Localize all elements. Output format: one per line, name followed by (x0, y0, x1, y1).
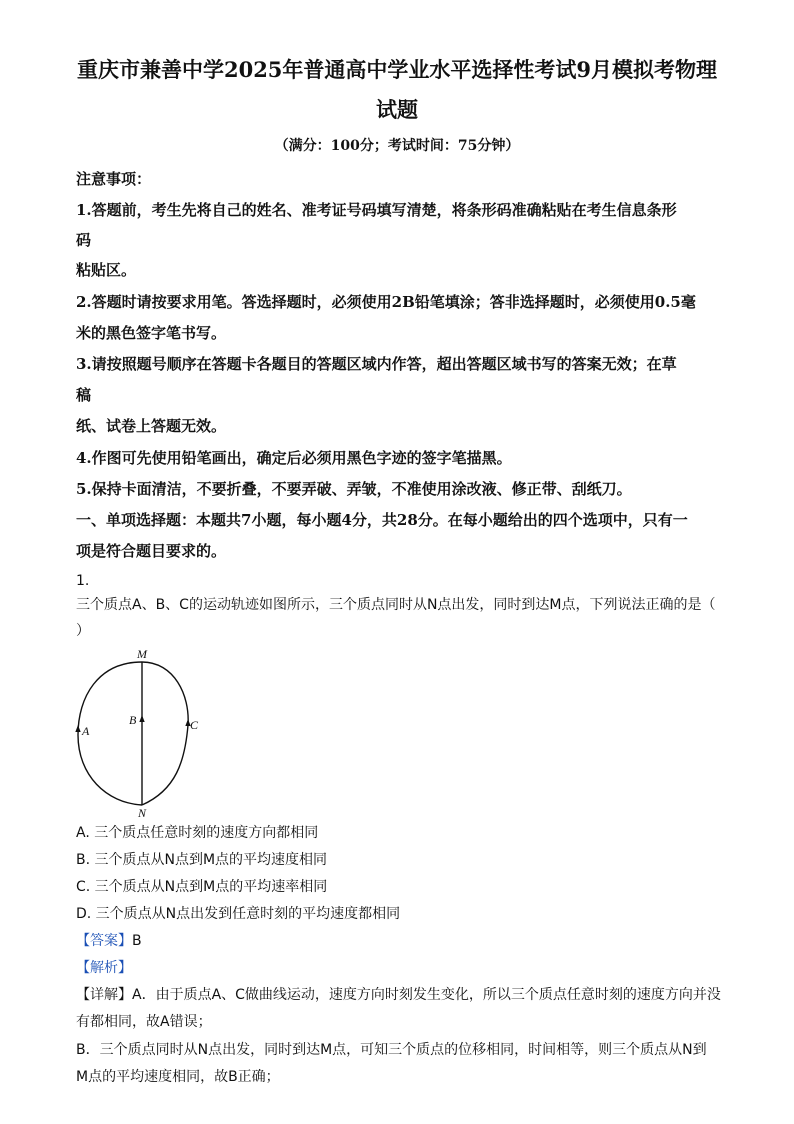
detail-tag: 【详解】 (76, 987, 132, 1003)
notice-line: 米的黑色签字笔书写。 (76, 324, 227, 342)
trajectory-path-c (142, 662, 188, 805)
detail-text-1: A．由于质点A、C做曲线运动，速度方向时刻发生变化，所以三个质点任意时刻的速度方向并没 (132, 987, 721, 1003)
option-d: D. 三个质点从N点出发到任意时刻的平均速度都相同 (76, 906, 401, 922)
detail-line2: 有都相同，故A错误； (76, 1014, 212, 1030)
detail-line4: M点的平均速度相同，故B正确； (76, 1069, 280, 1085)
question-number: 1. (76, 573, 90, 589)
question-stem-line2: ） (76, 623, 90, 639)
answer-value: B (132, 933, 142, 949)
notice-line: 1.答题前，考生先将自己的姓名、准考证号码填写清楚，将条形码准确粘贴在考生信息条形 (76, 201, 677, 219)
notice-line: 4.作图可先使用铅笔画出，确定后必须用黑色字迹的签字笔描黑。 (76, 449, 512, 467)
option-a: A. 三个质点任意时刻的速度方向都相同 (76, 825, 319, 841)
question-stem-line1: 三个质点A、B、C的运动轨迹如图所示，三个质点同时从N点出发，同时到达M点，下列说法正确的是（ (76, 597, 716, 613)
label-a: A (82, 724, 90, 738)
notice-line: 3.请按照题号顺序在答题卡各题目的答题区域内作答，超出答题区域书写的答案无效；在草 (76, 355, 677, 373)
exam-subtitle: （满分：100分；考试时间：75分钟） (274, 138, 520, 154)
notice-heading: 注意事项： (76, 170, 152, 188)
notice-line: 稿 (76, 386, 92, 404)
detail-line1 (76, 984, 726, 1006)
option-c: C. 三个质点从N点到M点的平均速率相同 (76, 879, 328, 895)
page-title-line1: 重庆市兼善中学2025年普通高中学业水平选择性考试9月模拟考物理 (76, 57, 718, 82)
notice-line: 粘贴区。 (76, 261, 137, 279)
notice-line: 5.保持卡面清洁，不要折叠，不要弄破、弄皱，不准使用涂改液、修正带、刮纸刀。 (76, 480, 632, 498)
analysis-tag: 【解析】 (76, 960, 132, 976)
section-heading-line2: 项是符合题目要求的。 (76, 542, 227, 560)
option-b: B. 三个质点从N点到M点的平均速度相同 (76, 852, 328, 868)
arrow-b-icon (139, 715, 144, 722)
label-n: N (137, 806, 147, 820)
analysis-line (76, 957, 726, 979)
answer-line (76, 930, 726, 952)
label-b: B (129, 713, 137, 727)
arrow-a-icon (75, 725, 80, 732)
section-heading-line1: 一、单项选择题：本题共7小题，每小题4分，共28分。在每小题给出的四个选项中，只有一 (76, 511, 688, 529)
detail-line3: B．三个质点同时从N点出发，同时到达M点，可知三个质点的位移相同，时间相等，则三个质点从N到 (76, 1042, 707, 1058)
label-m: M (137, 647, 147, 661)
notice-line: 纸、试卷上答题无效。 (76, 417, 227, 435)
page-title-line2: 试题 (376, 97, 418, 122)
notice-line: 2.答题时请按要求用笔。答选择题时，必须使用2B铅笔填涂；答非选择题时，必须使用0.5毫 (76, 293, 696, 311)
label-c: C (190, 718, 199, 732)
answer-tag: 【答案】 (76, 933, 132, 949)
notice-line: 码 (76, 231, 92, 249)
trajectory-figure (72, 645, 212, 820)
